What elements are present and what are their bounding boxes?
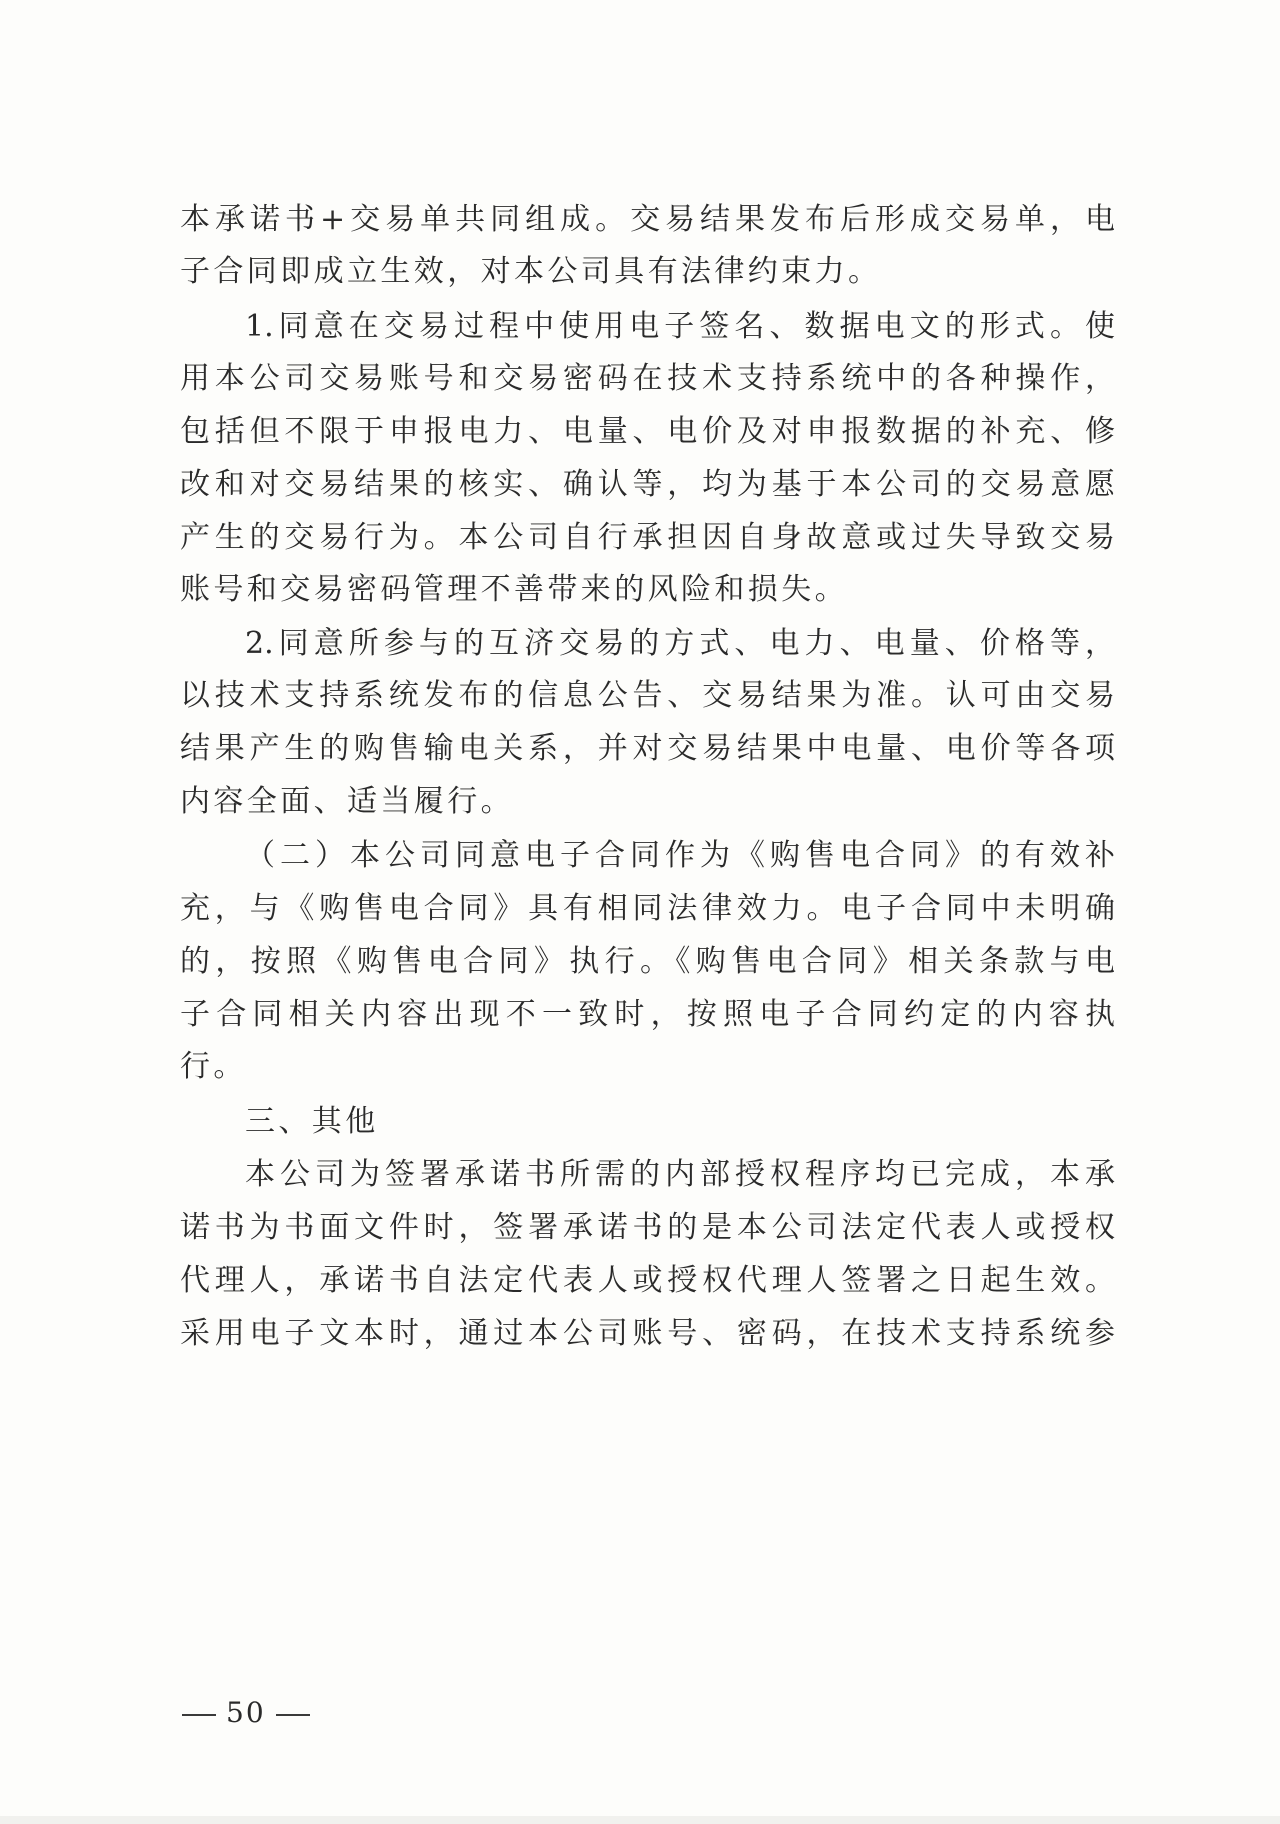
body-line-6: 改和对交易结果的核实、确认等，均为基于本公司的交易意愿 [180,467,1115,502]
body-line-7: 产生的交易行为。本公司自行承担因自身故意或过失导致交易 [180,520,1115,555]
body-line-10: 以技术支持系统发布的信息公告、交易结果为准。认可由交易 [180,678,1115,713]
body-line-17: 行。 [180,1049,247,1084]
body-line-21: 代理人，承诺书自法定代表人或授权代理人签署之日起生效。 [180,1263,1115,1298]
body-line-12: 内容全面、适当履行。 [180,784,514,819]
body-line-15: 的，按照《购售电合同》执行。《购售电合同》相关条款与电 [180,944,1115,979]
body-line-2: 子合同即成立生效，对本公司具有法律约束力。 [180,254,882,289]
body-line-11: 结果产生的购售输电关系，并对交易结果中电量、电价等各项 [180,731,1115,766]
body-line-14: 充，与《购售电合同》具有相同法律效力。电子合同中未明确 [180,891,1115,926]
scan-edge [0,1816,1280,1824]
body-line-9: 2.同意所参与的互济交易的方式、电力、电量、价格等， [245,626,1115,661]
footer-dash-right [276,1714,310,1716]
body-line-22: 采用电子文本时，通过本公司账号、密码，在技术支持系统参 [180,1316,1115,1351]
body-line-19: 本公司为签署承诺书所需的内部授权程序均已完成，本承 [245,1157,1115,1192]
body-line-3: 1.同意在交易过程中使用电子签名、数据电文的形式。使 [245,309,1115,344]
body-line-4: 用本公司交易账号和交易密码在技术支持系统中的各种操作， [180,361,1115,396]
body-line-1: 本承诺书+交易单共同组成。交易结果发布后形成交易单，电 [180,202,1115,237]
body-line-8: 账号和交易密码管理不善带来的风险和损失。 [180,572,848,607]
body-line-16: 子合同相关内容出现不一致时，按照电子合同约定的内容执 [180,997,1115,1032]
footer-dash-left [182,1714,216,1716]
body-line-5: 包括但不限于申报电力、电量、电价及对申报数据的补充、修 [180,414,1115,449]
body-line-13: （二）本公司同意电子合同作为《购售电合同》的有效补 [245,838,1115,873]
section-heading-other: 三、其他 [245,1104,379,1139]
page-footer [172,1695,320,1731]
page-number: 50 [226,1696,266,1729]
body-line-20: 诺书为书面文件时，签署承诺书的是本公司法定代表人或授权 [180,1210,1115,1245]
